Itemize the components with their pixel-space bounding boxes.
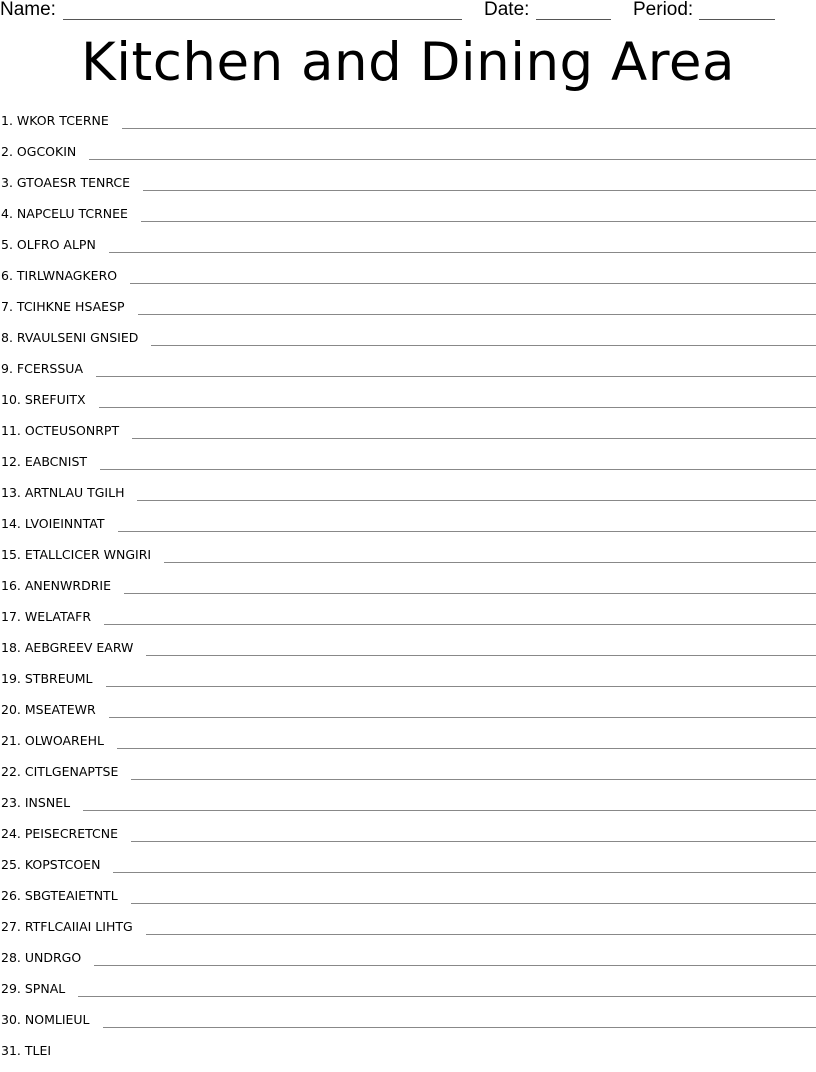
- scrambled-word: [0, 1041, 51, 1061]
- answer-line[interactable]: [143, 190, 816, 191]
- name-field[interactable]: [63, 19, 462, 20]
- answer-line[interactable]: [104, 624, 816, 625]
- scrambled-word: [0, 731, 104, 751]
- scrambled-word: [0, 824, 118, 844]
- scrambled-text: OLWOAREHL: [25, 733, 104, 748]
- item-number: 19.: [1, 671, 21, 686]
- name-label: Name:: [0, 0, 56, 22]
- list-item: [0, 545, 816, 576]
- scrambled-text: ARTNLAU TGILH: [25, 485, 125, 500]
- item-number: 25.: [1, 857, 21, 872]
- list-item: [0, 607, 816, 638]
- scrambled-text: WELATAFR: [25, 609, 91, 624]
- item-number: 1.: [1, 113, 13, 128]
- list-item: [0, 824, 816, 855]
- item-number: 3.: [1, 175, 13, 190]
- scrambled-word: [0, 793, 70, 813]
- answer-line[interactable]: [131, 903, 816, 904]
- answer-line[interactable]: [164, 562, 816, 563]
- scrambled-word: [0, 638, 133, 658]
- answer-line[interactable]: [113, 872, 816, 873]
- scrambled-word: [0, 700, 96, 720]
- item-number: 12.: [1, 454, 21, 469]
- scrambled-text: CITLGENAPTSE: [25, 764, 119, 779]
- scrambled-text: FCERSSUA: [17, 361, 83, 376]
- scrambled-text: OGCOKIN: [17, 144, 76, 159]
- scrambled-word: [0, 173, 130, 193]
- answer-line[interactable]: [124, 593, 816, 594]
- item-number: 22.: [1, 764, 21, 779]
- item-number: 6.: [1, 268, 13, 283]
- item-number: 26.: [1, 888, 21, 903]
- answer-line[interactable]: [146, 934, 816, 935]
- item-number: 27.: [1, 919, 21, 934]
- answer-line[interactable]: [122, 128, 816, 129]
- answer-line[interactable]: [96, 376, 816, 377]
- item-number: 13.: [1, 485, 21, 500]
- scrambled-word: [0, 359, 83, 379]
- scrambled-word: [0, 762, 118, 782]
- item-number: 28.: [1, 950, 21, 965]
- list-item: [0, 731, 816, 762]
- period-label: Period:: [633, 0, 693, 22]
- scrambled-text: ETALLCICER WNGIRI: [25, 547, 151, 562]
- page-title: Kitchen and Dining Area: [0, 26, 816, 100]
- scrambled-word: [0, 669, 93, 689]
- item-number: 23.: [1, 795, 21, 810]
- answer-line[interactable]: [109, 252, 816, 253]
- scrambled-word: [0, 111, 109, 131]
- list-item: [0, 855, 816, 886]
- list-item: [0, 390, 816, 421]
- scrambled-word: [0, 266, 117, 286]
- item-number: 4.: [1, 206, 13, 221]
- scrambled-word: [0, 886, 118, 906]
- list-item: [0, 142, 816, 173]
- scrambled-text: MSEATEWR: [25, 702, 96, 717]
- scrambled-text: SPNAL: [25, 981, 65, 996]
- answer-line[interactable]: [146, 655, 816, 656]
- scrambled-text: TCIHKNE HSAESP: [17, 299, 125, 314]
- list-item: [0, 762, 816, 793]
- answer-line[interactable]: [78, 996, 816, 997]
- answer-line[interactable]: [137, 500, 816, 501]
- answer-line[interactable]: [130, 283, 816, 284]
- scrambled-text: TLEI: [25, 1043, 51, 1058]
- scrambled-word: [0, 948, 81, 968]
- scrambled-text: GTOAESR TENRCE: [17, 175, 130, 190]
- scrambled-text: INSNEL: [25, 795, 70, 810]
- scrambled-word: [0, 855, 100, 875]
- scrambled-word: [0, 979, 65, 999]
- list-item: [0, 886, 816, 917]
- item-number: 14.: [1, 516, 21, 531]
- answer-line[interactable]: [138, 314, 816, 315]
- list-item: [0, 173, 816, 204]
- item-number: 29.: [1, 981, 21, 996]
- item-number: 24.: [1, 826, 21, 841]
- answer-line[interactable]: [83, 810, 816, 811]
- list-item: [0, 700, 816, 731]
- scrambled-word: [0, 328, 138, 348]
- scrambled-word: [0, 917, 133, 937]
- list-item: [0, 266, 816, 297]
- item-number: 8.: [1, 330, 13, 345]
- item-number: 31.: [1, 1043, 21, 1058]
- scrambled-word: [0, 1010, 90, 1030]
- item-number: 5.: [1, 237, 13, 252]
- list-item: [0, 917, 816, 948]
- item-number: 18.: [1, 640, 21, 655]
- worksheet-header: [0, 0, 816, 24]
- list-item: [0, 669, 816, 700]
- item-number: 9.: [1, 361, 13, 376]
- item-number: 17.: [1, 609, 21, 624]
- answer-line[interactable]: [109, 717, 816, 718]
- answer-line[interactable]: [100, 469, 816, 470]
- scrambled-text: PEISECRETCNE: [25, 826, 118, 841]
- scrambled-text: KOPSTCOEN: [25, 857, 101, 872]
- answer-line[interactable]: [151, 345, 816, 346]
- date-label: Date:: [484, 0, 529, 22]
- list-item: [0, 576, 816, 607]
- scrambled-text: UNDRGO: [25, 950, 81, 965]
- scrambled-word: [0, 421, 119, 441]
- answer-line[interactable]: [132, 438, 816, 439]
- scrambled-word: [0, 452, 87, 472]
- scrambled-word: [0, 142, 76, 162]
- scrambled-text: NOMLIEUL: [25, 1012, 90, 1027]
- answer-line[interactable]: [106, 686, 816, 687]
- scrambled-text: ANENWRDRIE: [25, 578, 111, 593]
- item-number: 16.: [1, 578, 21, 593]
- item-number: 30.: [1, 1012, 21, 1027]
- answer-line[interactable]: [131, 841, 816, 842]
- answer-line[interactable]: [141, 221, 816, 222]
- list-item: [0, 421, 816, 452]
- item-number: 2.: [1, 144, 13, 159]
- item-number: 15.: [1, 547, 21, 562]
- scrambled-word: [0, 390, 86, 410]
- scrambled-text: LVOIEINNTAT: [25, 516, 105, 531]
- scrambled-text: RTFLCAIIAI LIHTG: [25, 919, 133, 934]
- answer-line[interactable]: [131, 779, 816, 780]
- date-field[interactable]: [536, 19, 611, 20]
- scrambled-text: AEBGREEV EARW: [25, 640, 133, 655]
- scrambled-text: RVAULSENI GNSIED: [17, 330, 138, 345]
- list-item: [0, 979, 816, 1010]
- scrambled-text: SREFUITX: [25, 392, 86, 407]
- list-item: [0, 328, 816, 359]
- list-item: [0, 638, 816, 669]
- answer-line[interactable]: [103, 1027, 816, 1028]
- list-item: [0, 1041, 816, 1072]
- list-item: [0, 483, 816, 514]
- item-number: 11.: [1, 423, 21, 438]
- scrambled-text: OLFRO ALPN: [17, 237, 96, 252]
- list-item: [0, 204, 816, 235]
- list-item: [0, 235, 816, 266]
- scrambled-text: TIRLWNAGKERO: [17, 268, 117, 283]
- scrambled-word: [0, 576, 111, 596]
- scrambled-word: [0, 607, 91, 627]
- list-item: [0, 297, 816, 328]
- scrambled-word: [0, 204, 128, 224]
- scrambled-text: OCTEUSONRPT: [25, 423, 119, 438]
- answer-line[interactable]: [99, 407, 816, 408]
- scramble-list: [0, 111, 816, 1072]
- list-item: [0, 111, 816, 142]
- answer-line[interactable]: [117, 748, 816, 749]
- scrambled-word: [0, 483, 124, 503]
- item-number: 20.: [1, 702, 21, 717]
- list-item: [0, 948, 816, 979]
- list-item: [0, 1010, 816, 1041]
- scrambled-text: EABCNIST: [25, 454, 87, 469]
- scrambled-word: [0, 235, 96, 255]
- scrambled-text: WKOR TCERNE: [17, 113, 109, 128]
- item-number: 10.: [1, 392, 21, 407]
- item-number: 7.: [1, 299, 13, 314]
- answer-line[interactable]: [94, 965, 816, 966]
- period-field[interactable]: [699, 19, 775, 20]
- scrambled-word: [0, 297, 125, 317]
- list-item: [0, 514, 816, 545]
- list-item: [0, 359, 816, 390]
- list-item: [0, 452, 816, 483]
- scrambled-word: [0, 514, 105, 534]
- scrambled-word: [0, 545, 151, 565]
- answer-line[interactable]: [118, 531, 816, 532]
- item-number: 21.: [1, 733, 21, 748]
- list-item: [0, 793, 816, 824]
- answer-line[interactable]: [89, 159, 816, 160]
- scrambled-text: STBREUML: [25, 671, 93, 686]
- scrambled-text: NAPCELU TCRNEE: [17, 206, 128, 221]
- scrambled-text: SBGTEAIETNTL: [25, 888, 118, 903]
